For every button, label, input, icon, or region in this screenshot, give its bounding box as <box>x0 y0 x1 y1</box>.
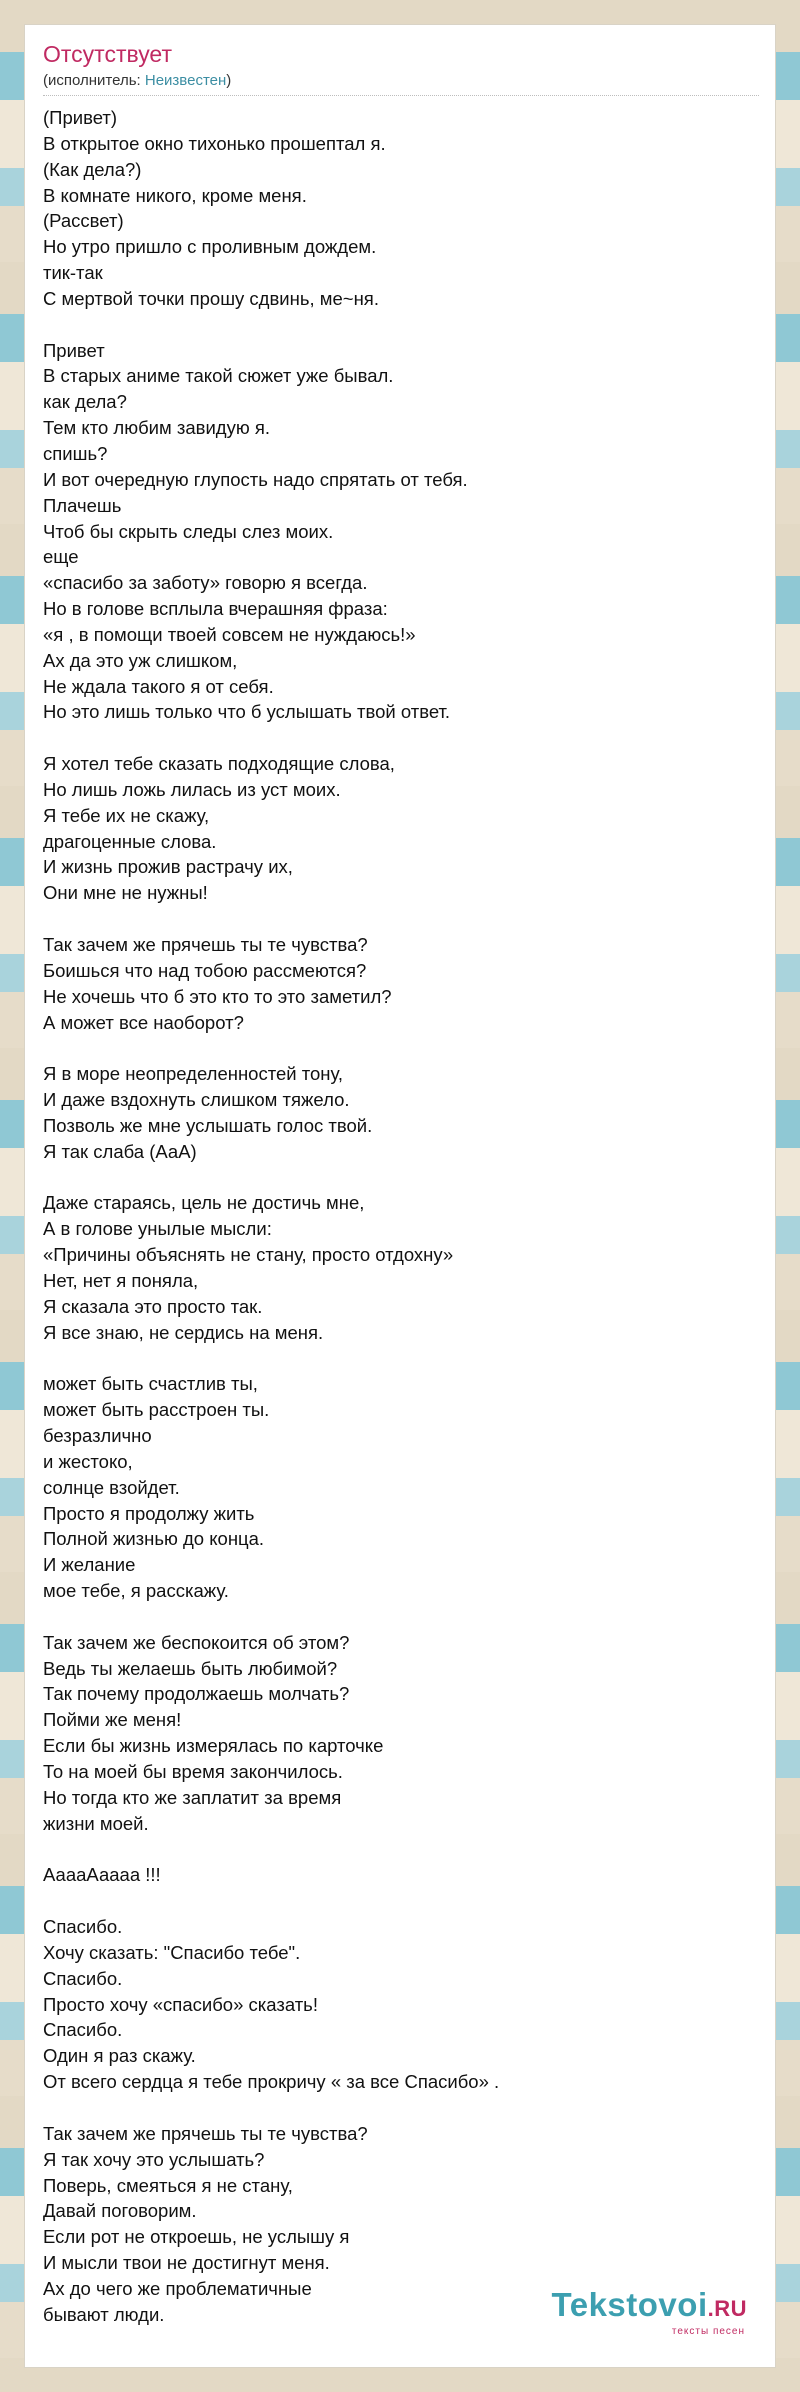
stanza-break <box>43 1888 743 1914</box>
lyric-line: Так зачем же прячешь ты те чувства? <box>43 934 368 955</box>
lyric-line: Хочу сказать: "Спасибо тебе". <box>43 1941 301 1963</box>
lyric-line: Позволь же мне услышать голос твой. <box>43 1114 373 1136</box>
logo-wordmark <box>552 2288 747 2326</box>
lyric-line: Плачешь <box>43 494 122 516</box>
lyric-line: Я сказала это просто так. <box>43 1295 263 1317</box>
lyric-line: И мысли твои не достигнут меня. <box>43 2252 330 2274</box>
lyric-line: Так зачем же беспокоится об этом? <box>43 1631 350 1653</box>
lyric-line: Привет <box>43 339 105 361</box>
lyric-line: «Причины объяснять не стану, просто отдохну» <box>43 1244 454 1266</box>
stanza-break <box>43 1837 743 1863</box>
stanza-break <box>43 725 743 751</box>
header-divider <box>43 95 759 96</box>
lyric-line: Тем кто любим завидую я. <box>43 417 271 439</box>
lyric-line: С мертвой точки прошу сдвинь, ме~ня. <box>43 287 379 309</box>
stanza-break <box>43 906 743 932</box>
artist-link[interactable]: Неизвестен <box>144 72 227 89</box>
lyric-line: и жестоко, <box>43 1450 133 1472</box>
lyric-line: может быть расстроен ты. <box>43 1399 270 1421</box>
lyric-line: спишь? <box>43 442 108 464</box>
artist-line <box>43 71 231 91</box>
lyric-line: Полной жизнью до конца. <box>43 1528 265 1550</box>
lyric-line: тик-так <box>43 262 103 284</box>
lyric-line: Я так хочу это услышать? <box>43 2148 265 2170</box>
lyric-line: еще <box>43 546 79 568</box>
lyric-line: Спасибо. <box>43 1916 123 1938</box>
lyric-line: Боишься что над тобою рассмеются? <box>43 959 367 981</box>
lyric-line: Спасибо. <box>43 1967 123 1989</box>
lyric-line: Поверь, смеяться я не стану, <box>43 2174 293 2196</box>
lyric-line: Так зачем же прячешь ты те чувства? <box>43 2122 368 2144</box>
lyric-line: Если рот не откроешь, не услышу я <box>43 2226 350 2248</box>
lyric-line: И желание <box>43 1554 136 1576</box>
lyric-line: И даже вздохнуть слишком тяжело. <box>43 1089 350 1111</box>
lyric-line: Ах да это уж слишком, <box>43 649 238 671</box>
song-title: Отсутствует <box>43 41 172 67</box>
lyric-line: может быть счастлив ты, <box>43 1373 258 1395</box>
lyric-line: Но лишь ложь лилась из уст моих. <box>43 778 341 800</box>
lyric-line: Если бы жизнь измерялась по карточке <box>43 1735 384 1757</box>
lyric-line: солнце взойдет. <box>43 1476 180 1498</box>
lyric-line: И жизнь прожив растрачу их, <box>43 856 293 878</box>
lyric-line: (Привет) <box>43 107 118 128</box>
lyric-line: безразлично <box>43 1425 152 1447</box>
lyric-line: От всего сердца я тебе прокричу « за все Спасибо» . <box>43 2071 500 2093</box>
artist-prefix: (исполнитель: <box>43 72 145 89</box>
stanza-break <box>43 1604 743 1630</box>
lyric-line: как дела? <box>43 391 127 413</box>
lyric-line: Но утро пришло с проливным дождем. <box>43 236 377 258</box>
logo-tagline: тексты песен <box>671 2326 745 2337</box>
lyric-line: А может все наоборот? <box>43 1011 244 1033</box>
lyric-line: жизни моей. <box>43 1812 149 1834</box>
lyric-line: мое тебе, я расскажу. <box>43 1580 229 1602</box>
lyric-line: Я в море неопределенностей тону, <box>43 1063 344 1085</box>
lyric-line: АаааАаааа !!! <box>43 1864 161 1886</box>
lyric-line: Просто хочу «спасибо» сказать! <box>43 1993 318 2015</box>
lyric-line: В старых аниме такой сюжет уже бывал. <box>43 365 394 387</box>
lyric-line: Но это лишь только что б услышать твой ответ. <box>43 701 451 723</box>
lyric-line: Не ждала такого я от себя. <box>43 675 274 697</box>
lyric-line: В открытое окно тихонько прошептал я. <box>43 132 386 154</box>
lyrics-text <box>43 105 743 2328</box>
lyric-line: Но тогда кто же заплатит за время <box>43 1786 342 1808</box>
stanza-break <box>43 2095 743 2121</box>
lyric-line: Не хочешь что б это кто то это заметил? <box>43 985 392 1007</box>
lyric-line: Я тебе их не скажу, <box>43 804 210 826</box>
lyric-line: Нет, нет я поняла, <box>43 1269 199 1291</box>
lyric-line: Просто я продолжу жить <box>43 1502 255 1524</box>
stanza-break <box>43 1165 743 1191</box>
lyric-line: Давай поговорим. <box>43 2200 197 2222</box>
lyric-line: «спасибо за заботу» говорю я всегда. <box>43 572 368 594</box>
lyric-line: Они мне не нужны! <box>43 882 208 904</box>
stanza-break <box>43 1346 743 1372</box>
logo-tld: .RU <box>707 2296 747 2321</box>
lyric-line: Спасибо. <box>43 2019 123 2041</box>
lyric-line: Но в голове всплыла вчерашняя фраза: <box>43 598 388 620</box>
lyric-line: (Рассвет) <box>43 210 124 232</box>
lyric-line: драгоценные слова. <box>43 830 217 852</box>
stanza-break <box>43 312 743 338</box>
lyric-line: Так почему продолжаешь молчать? <box>43 1683 350 1705</box>
lyric-line: Один я раз скажу. <box>43 2045 196 2067</box>
lyric-line: Даже стараясь, цель не достичь мне, <box>43 1192 365 1214</box>
lyric-line: И вот очередную глупость надо спрятать от тебя. <box>43 468 468 490</box>
lyric-line: Чтоб бы скрыть следы слез моих. <box>43 520 334 542</box>
lyric-line: Я так слаба (АаА) <box>43 1140 197 1162</box>
logo-name: Tekstovoi <box>551 2286 708 2323</box>
lyrics-card <box>24 24 776 2368</box>
lyric-line: Ведь ты желаешь быть любимой? <box>43 1657 338 1679</box>
lyric-line: Пойми же меня! <box>43 1709 182 1731</box>
lyric-line: То на моей бы время закончилось. <box>43 1761 343 1782</box>
artist-suffix: ) <box>226 72 232 89</box>
lyric-line: В комнате никого, кроме меня. <box>43 184 307 206</box>
stanza-break <box>43 1035 743 1061</box>
site-logo[interactable] <box>552 2288 747 2337</box>
lyric-line: «я , в помощи твоей совсем не нуждаюсь!» <box>43 623 416 645</box>
lyric-line: Ах до чего же проблематичные <box>43 2277 312 2299</box>
lyric-line: А в голове унылые мысли: <box>43 1218 272 1240</box>
lyric-line: (Как дела?) <box>43 158 142 180</box>
lyric-line: Я хотел тебе сказать подходящие слова, <box>43 753 395 775</box>
lyric-line: Я все знаю, не сердись на меня. <box>43 1321 324 1343</box>
lyric-line: бывают люди. <box>43 2303 165 2325</box>
